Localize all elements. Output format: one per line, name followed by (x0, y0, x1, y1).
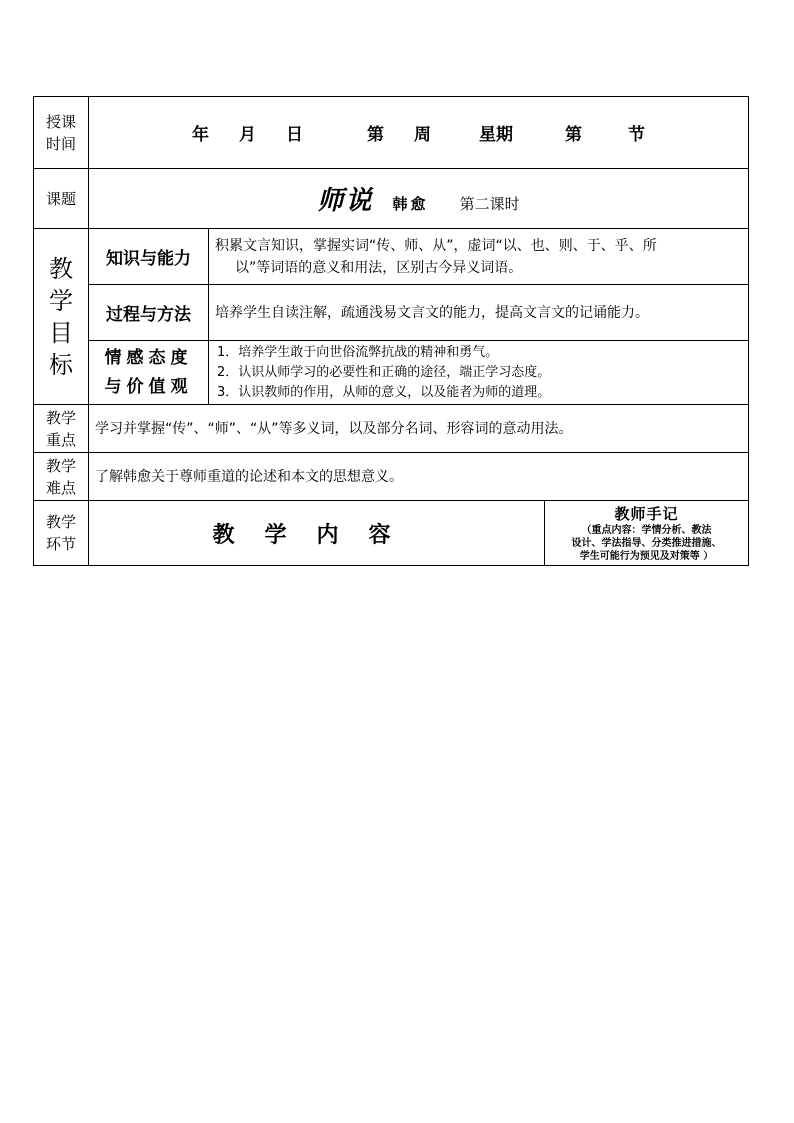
difficulties-row (34, 453, 749, 501)
week-field: 周 (414, 125, 431, 145)
notes-heading: 教师手记 (614, 505, 679, 523)
list-item: 3．认识教师的作用，从师的意义，以及能者为师的道理。 (217, 384, 551, 400)
topic-row (34, 169, 749, 229)
time-fields (89, 97, 749, 169)
time-row (34, 97, 749, 169)
sections-row (34, 501, 749, 566)
goal-process-row (34, 285, 749, 341)
month-field: 月 (239, 125, 256, 145)
emotion-list (209, 341, 749, 405)
teacher-notes-header: 教师手记 （重点内容：学情分析、教法 设计、学法指导、分类推进措施、 学生可能行为预见及对策等 ） (545, 501, 749, 566)
key-points-row (34, 405, 749, 453)
key-points-text: 学习并掌握“传”、“师”、“从”等多义词，以及部分名词、形容词的意动用法。 (89, 405, 749, 453)
period-prefix: 第 (565, 125, 582, 145)
list-item: 1．培养学生敢于向世俗流弊抗战的精神和勇气。 (217, 344, 499, 360)
topic-cell (89, 169, 749, 229)
period-field: 节 (628, 125, 645, 145)
lesson-title: 师说 (317, 186, 374, 216)
knowledge-label: 知识与能力 (89, 229, 209, 285)
topic-label: 课题 (34, 169, 89, 229)
goal-emotion-row (34, 341, 749, 405)
key-points-label: 教学 重点 (34, 405, 89, 453)
year-field: 年 (192, 125, 209, 145)
knowledge-text: 积累文言知识，掌握实词“传、师、从”，虚词“以、也、则、于、乎、所 以”等词语的意义和用法，区别古今异义词语。 (209, 229, 749, 285)
content-heading: 教学内容 (89, 501, 545, 566)
weekday-field: 星期 (479, 125, 513, 145)
process-label: 过程与方法 (89, 285, 209, 341)
week-prefix: 第 (367, 125, 384, 145)
difficulties-text: 了解韩愈关于尊师重道的论述和本文的思想意义。 (89, 453, 749, 501)
day-field: 日 (286, 125, 303, 145)
lesson-plan-table (33, 96, 749, 566)
process-text: 培养学生自读注解，疏通浅易文言文的能力，提高文言文的记诵能力。 (209, 285, 749, 341)
emotion-label: 情感态度 与价值观 (89, 341, 209, 405)
goal-knowledge-row (34, 229, 749, 285)
list-item: 2．认识从师学习的必要性和正确的途径，端正学习态度。 (217, 364, 551, 380)
difficulties-label: 教学 难点 (34, 453, 89, 501)
time-label: 授课 时间 (34, 97, 89, 169)
lesson-author: 韩愈 (392, 195, 429, 213)
sections-label: 教学 环节 (34, 501, 89, 566)
lesson-session: 第二课时 (459, 195, 520, 213)
goals-label: 教 学 目 标 (34, 229, 89, 405)
